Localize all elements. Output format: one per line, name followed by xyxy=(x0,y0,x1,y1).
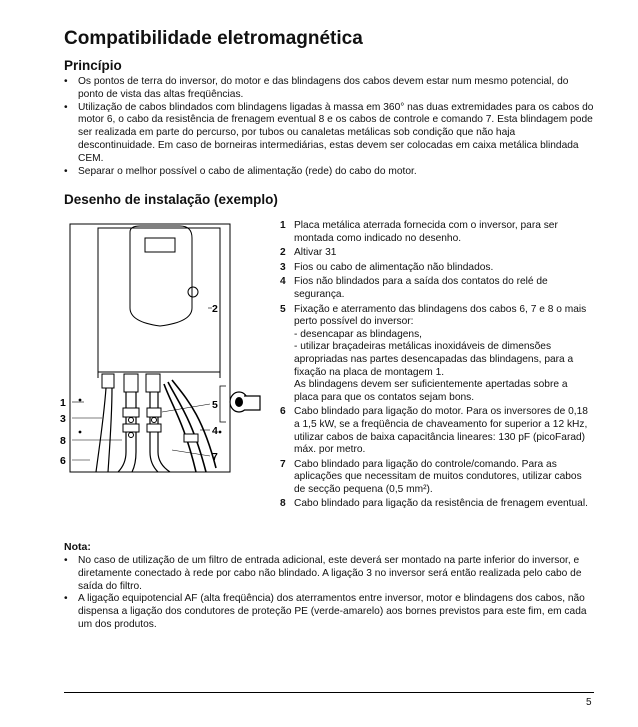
inverter-knob xyxy=(188,287,198,297)
page-number: 5 xyxy=(586,697,592,708)
legend-item: 5 Fixação e aterramento das blindagens dos cabos 6, 7 e 8 o mais perto possível do inversor: - desencapar as blindagens, - utilizar braçadeiras metálicas inoxidáveis de dimensões apropriadas nas partes desencapadas das blindagens, para a fixação na placa de montagem 1. As blindagens devem ser suficientemente apertadas sobre a placa para que os contatos sejam bons. xyxy=(280,303,587,403)
note-heading: Nota: xyxy=(64,541,91,553)
legend-item: 8 Cabo blindado para ligação da resistência de frenagem eventual. xyxy=(280,498,588,510)
diagram-label-6: 6 xyxy=(60,455,66,467)
diagram-label-3: 3 xyxy=(60,413,66,425)
page-title: Compatibilidade eletromagnética xyxy=(64,28,363,49)
diagram-label-5: 5 xyxy=(212,399,218,411)
principle-heading: Princípio xyxy=(64,58,122,73)
principle-list xyxy=(64,76,594,178)
installation-diagram xyxy=(60,216,275,478)
inverter-body xyxy=(98,228,220,372)
diagram-label-7: 7 xyxy=(212,451,218,463)
legend-item: 2 Altivar 31 xyxy=(280,247,337,259)
legend-item: 6 Cabo blindado para ligação do motor. Para os inversores de 0,18 a 1,5 kW, se a freqüência de chaveamento for superior a 12 kHz, utilizar cabos de baixa capacitância lineares: 130 pF (picoFarad) máx. por metro. xyxy=(280,406,588,456)
installation-heading: Desenho de instalação (exemplo) xyxy=(64,192,278,207)
note-bullet-1: • No caso de utilização de um filtro de entrada adicional, este deverá ser montado na parte inferior do inversor, e diretamente conectado à rede por cabo não blindado. A ligação 3 no inversor será então realizada pelo cabo de saída do filtro. xyxy=(64,555,594,593)
note-bullet-2: • A ligação equipotencial AF (alta freqüência) dos aterramentos entre inversor, motor e blindagens dos cabos, não dispensa a ligação dos condutores de proteção PE (verde-amarelo) aos bornes previstos para este fim, em cada um dos produtos. xyxy=(64,593,594,631)
legend-item: 4 Fios não blindados para a saída dos contatos do relé de segurança. xyxy=(280,276,548,300)
legend-item: 7 Cabo blindado para ligação do controle/comando. Para as aplicações que necessitam de muitos condutores, utilizar cabos de secção pequena (0,5 mm²). xyxy=(280,458,582,495)
footer-divider xyxy=(64,692,594,693)
shield-clamp xyxy=(123,408,139,417)
diagram-label-8: 8 xyxy=(60,435,66,447)
principle-bullet-3: • Separar o melhor possível o cabo de alimentação (rede) do cabo do motor. xyxy=(64,166,594,179)
diagram-label-1: 1 xyxy=(60,397,66,409)
note-list xyxy=(64,555,594,632)
diagram-label-4: 4 xyxy=(212,425,218,437)
inverter-front-window xyxy=(130,226,192,326)
principle-bullet-1: • Os pontos de terra do inversor, do motor e das blindagens dos cabos devem estar num mesmo potencial, do ponto de vista das altas freqüências. xyxy=(64,76,594,102)
installation-legend xyxy=(280,220,594,513)
clamp-detail-icon xyxy=(230,392,260,412)
legend-item: 3 Fios ou cabo de alimentação não blindados. xyxy=(280,261,494,273)
cable-supply xyxy=(96,388,106,472)
inverter-display xyxy=(145,238,175,252)
principle-bullet-2: • Utilização de cabos blindados com blindagens ligadas à massa em 360° nas duas extremidades para os cabos do motor 6, o cabo da resistência de frenagem eventual 8 e os cabos de controle e comando 7. Esta blindagem pode ser realizada em parte do percurso, por tubos ou canaletas metálicas sob condição que não haja descontinuidade. Em caso de borneiras intermediárias, estas devem ser colocadas em caixa metálica blindada CEM. xyxy=(64,102,594,166)
diagram-label-2: 2 xyxy=(212,303,218,315)
legend-item: 1 Placa metálica aterrada fornecida com o inversor, para ser montada como indicado no desenho. xyxy=(280,220,558,244)
